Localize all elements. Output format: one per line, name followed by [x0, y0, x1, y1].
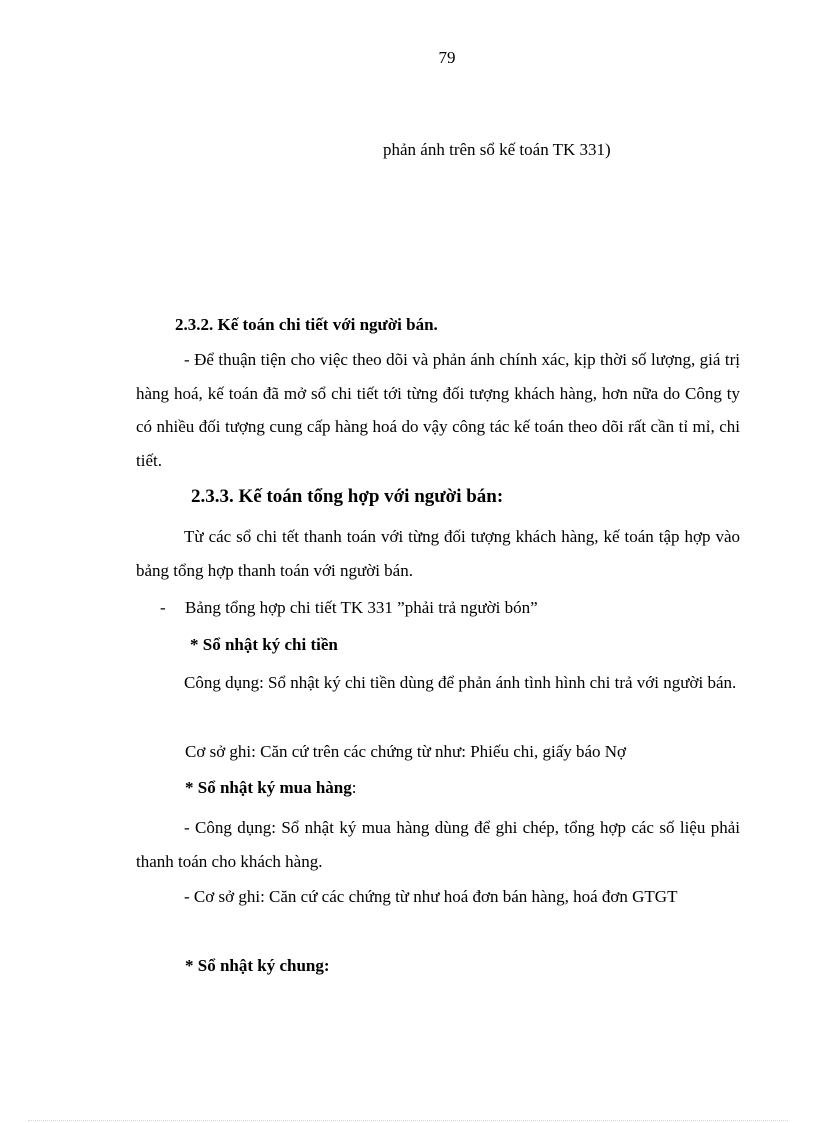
bullet-item-bang-tong-hop: Bảng tổng hợp chi tiết TK 331 ”phải trả người bón” — [185, 598, 538, 617]
page-number: 79 — [438, 48, 456, 67]
section-heading-2-3-3: 2.3.3. Kế toán tổng hợp với người bán: — [191, 486, 504, 507]
subheading-nhat-ky-mua-hang: * Sổ nhật ký mua hàng — [185, 778, 352, 797]
continued-text-fragment: phản ánh trên sổ kế toán TK 331) — [383, 140, 611, 159]
section-heading-2-3-2: 2.3.2. Kế toán chi tiết với người bán. — [175, 315, 438, 334]
subheading-nhat-ky-chung: * Sổ nhật ký chung: — [185, 956, 330, 975]
nhat-ky-chi-tien-usage: Công dụng: Sổ nhật ký chi tiền dùng để phản ánh tình hình chi trả với người bán. — [184, 673, 737, 692]
nhat-ky-mua-hang-basis: - Cơ sở ghi: Căn cứ các chứng từ như hoá đơn bán hàng, hoá đơn GTGT — [184, 887, 678, 906]
bullet-dash: - — [160, 598, 166, 617]
subheading-colon: : — [351, 778, 357, 797]
subheading-nhat-ky-chi-tien: * Sổ nhật ký chi tiền — [190, 635, 338, 654]
nhat-ky-mua-hang-usage: - Công dụng: Sổ nhật ký mua hàng dùng để ghi chép, tổng hợp các số liệu phải thanh toán cho khách hàng. — [136, 818, 740, 871]
footer-dotted-rule — [28, 1120, 788, 1121]
section-2-3-3-paragraph: Từ các sổ chi tết thanh toán với từng đối tượng khách hàng, kế toán tập hợp vào bảng tổng hợp thanh toán với người bán. — [136, 527, 740, 580]
section-2-3-2-paragraph: - Để thuận tiện cho việc theo dõi và phản ánh chính xác, kịp thời số lượng, giá trị hàng hoá, kế toán đã mở sổ chi tiết tới từng đối tượng khách hàng, hơn nữa do Công ty có nhiều đối tượng cung cấp hàng hoá do vậy công tác kế toán theo dõi rất cần tỉ mỉ, chi tiết. — [136, 350, 740, 470]
nhat-ky-chi-tien-basis: Cơ sở ghi: Căn cứ trên các chứng từ như: Phiếu chi, giấy báo Nợ — [185, 742, 627, 761]
subheading-nhat-ky-mua-hang-wrap — [185, 778, 357, 798]
